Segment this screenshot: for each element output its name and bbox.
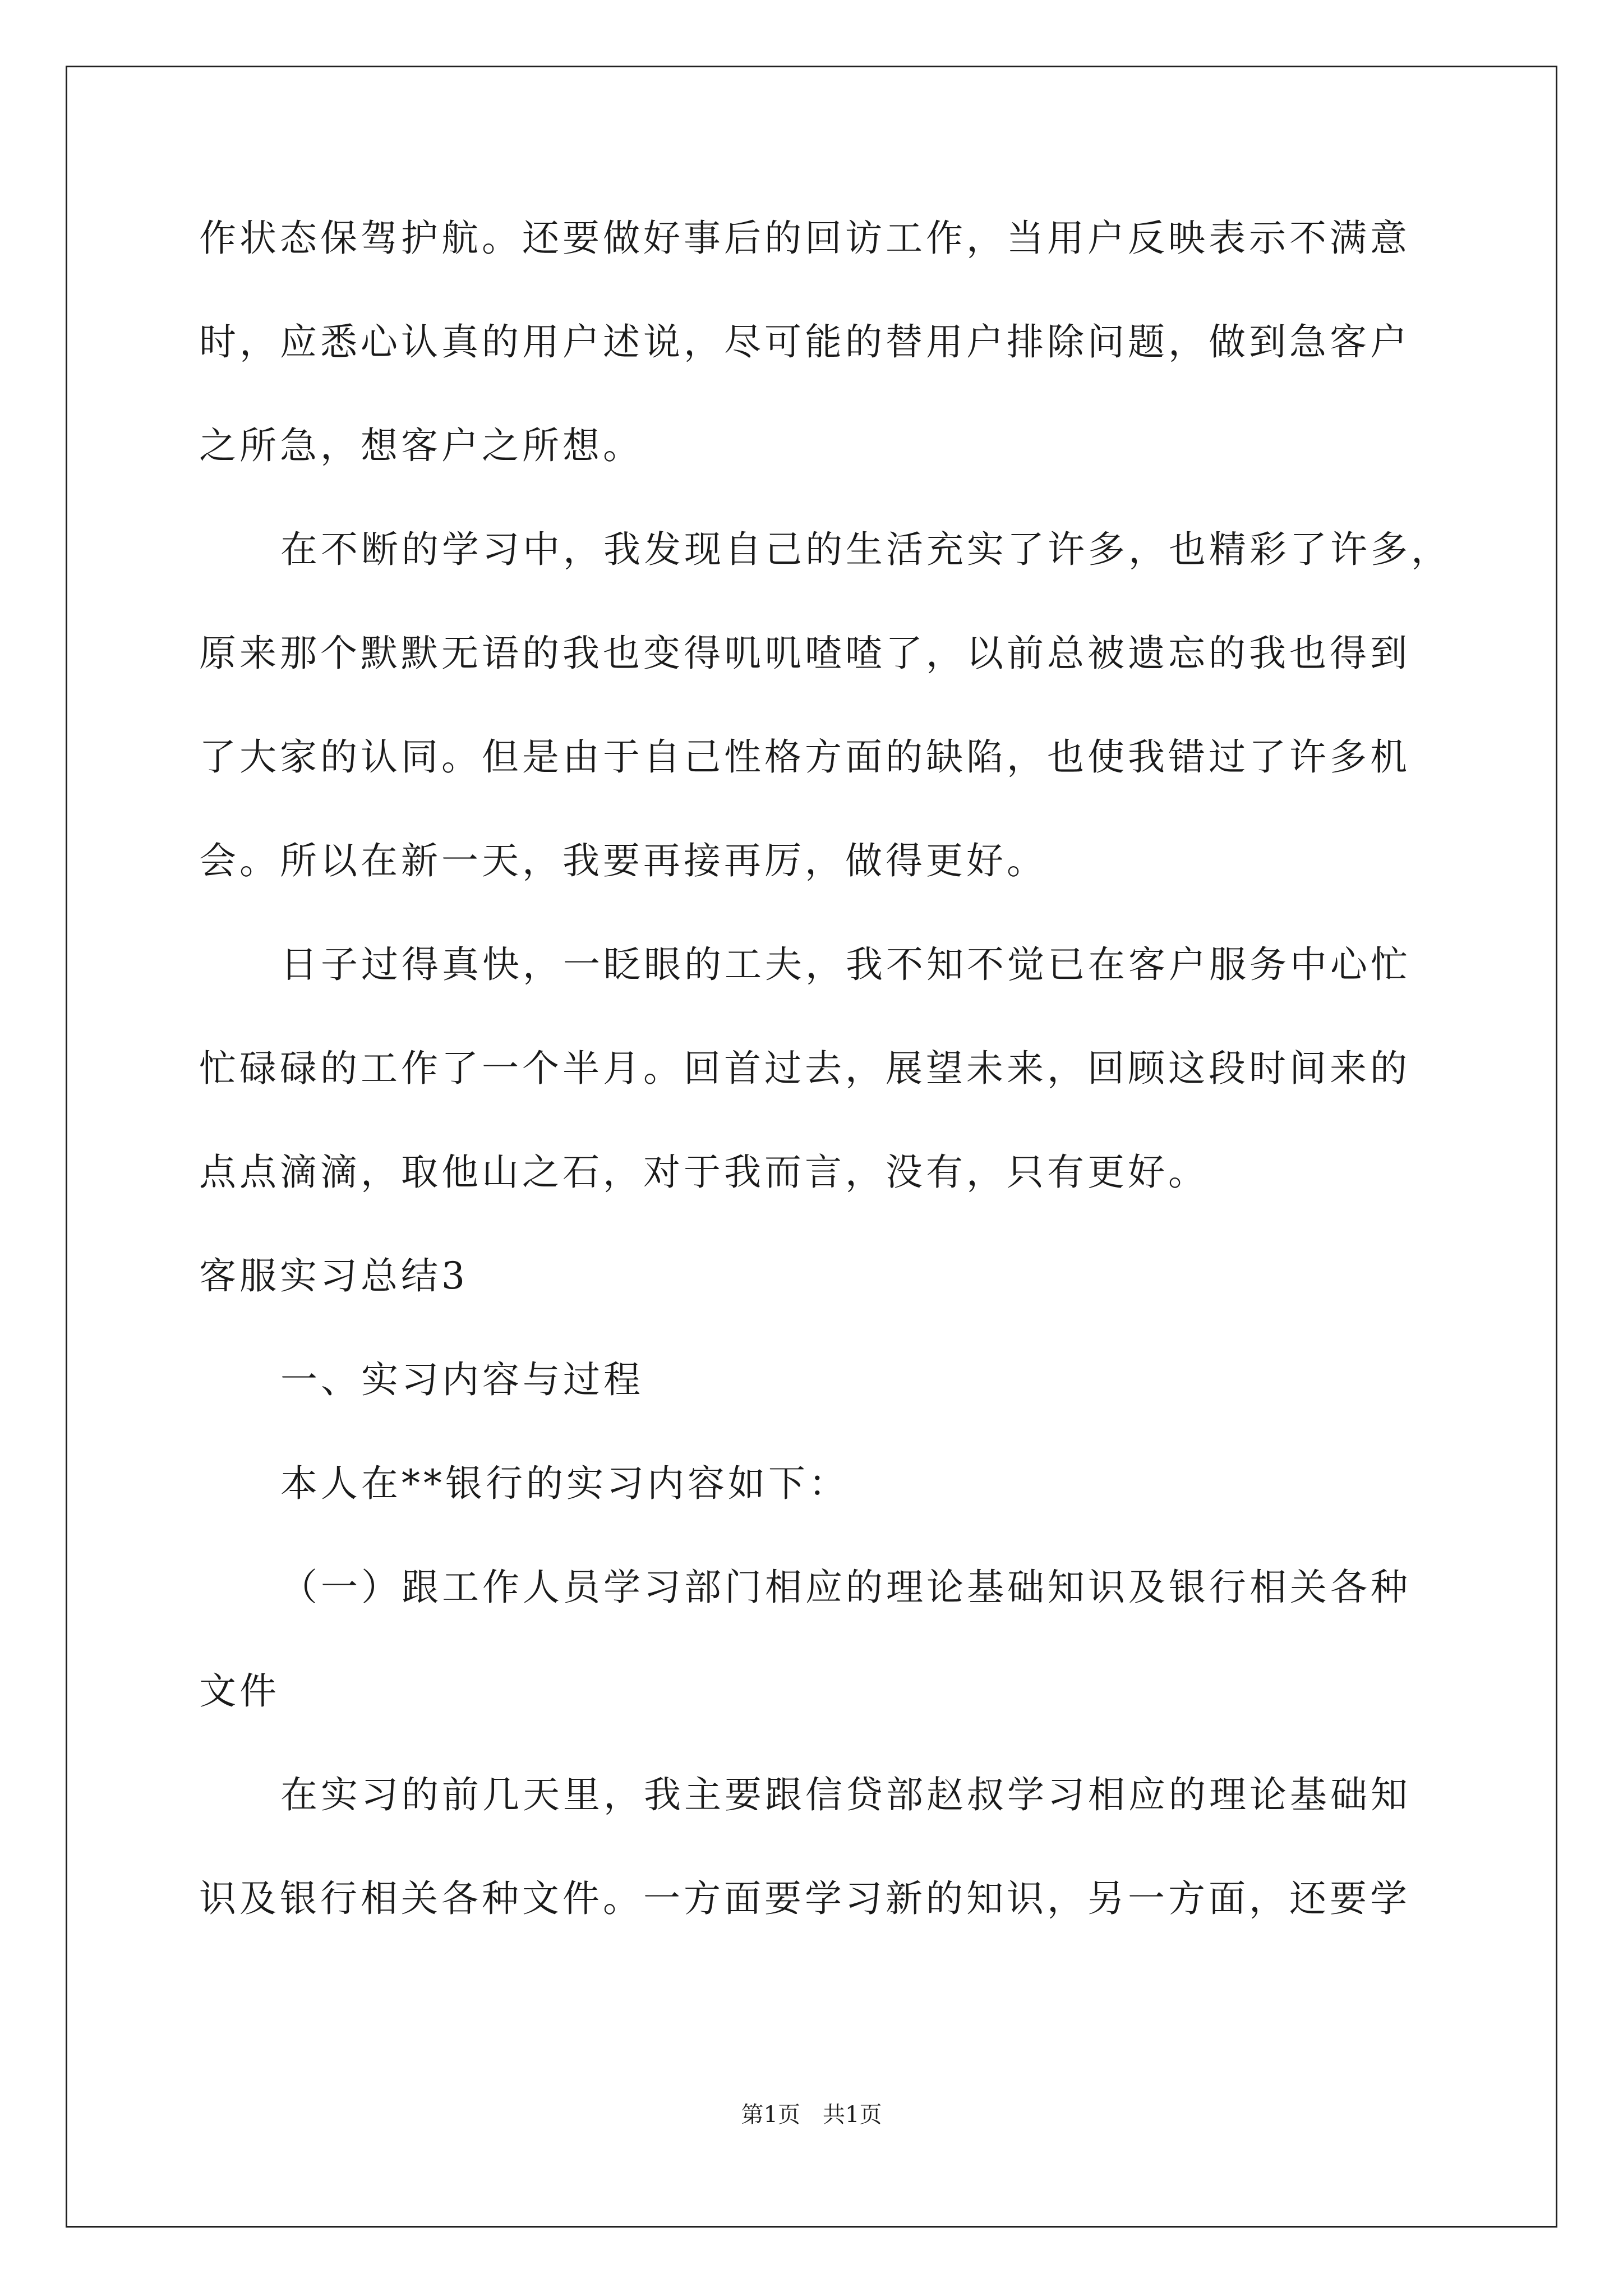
text-line: 原来那个默默无语的我也变得叽叽喳喳了，以前总被遗忘的我也得到 [199,632,1410,675]
text-line: 文件 [199,1669,280,1713]
text-line: 日子过得真快，一眨眼的工夫，我不知不觉已在客户服务中心忙 [280,943,1411,986]
text-line: 会。所以在新一天，我要再接再厉，做得更好。 [199,839,1047,882]
text-line: 识及银行相关各种文件。一方面要学习新的知识，另一方面，还要学 [199,1877,1410,1920]
text-line: 作状态保驾护航。还要做好事后的回访工作，当用户反映表示不满意 [199,217,1410,260]
text-line: 时，应悉心认真的用户述说，尽可能的替用户排除问题，做到急客户 [199,320,1410,364]
subsection-heading: 一、实习内容与过程 [280,1358,644,1401]
text-line: 了大家的认同。但是由于自己性格方面的缺陷，也使我错过了许多机 [199,735,1410,779]
text-line: 本人在**银行的实习内容如下： [280,1462,849,1505]
section-heading: 客服实习总结3 [199,1254,468,1297]
text-line: 之所急，想客户之所想。 [199,424,643,467]
text-line: （一）跟工作人员学习部门相应的理论基础知识及银行相关各种 [280,1566,1411,1609]
text-line: 点点滴滴，取他山之石，对于我而言，没有，只有更好。 [199,1151,1209,1194]
text-line: 在实习的前几天里，我主要跟信贷部赵叔学习相应的理论基础知 [280,1773,1411,1816]
text-line: 忙碌碌的工作了一个半月。回首过去，展望未来，回顾这段时间来的 [199,1047,1410,1090]
page-number-footer: 第1页 共1页 [741,2102,882,2128]
text-line: 在不断的学习中，我发现自己的生活充实了许多，也精彩了许多， [280,528,1451,571]
